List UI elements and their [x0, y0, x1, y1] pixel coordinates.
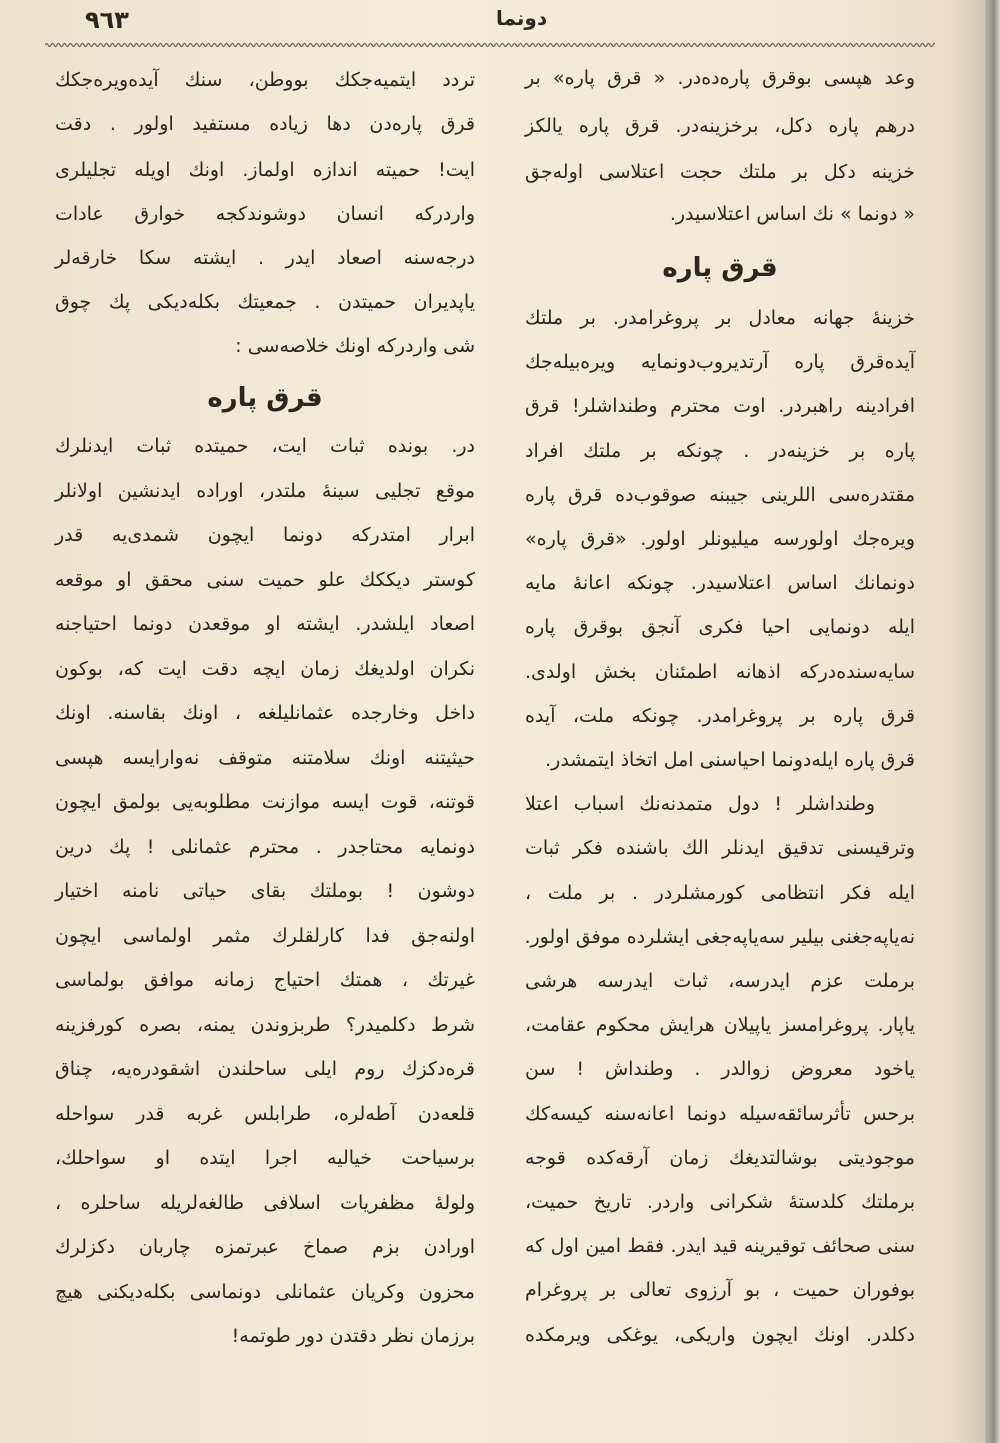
- text-line: حيثيتنه اونك سلامتنه متوقف نه‌وارايسه هپسى: [55, 746, 475, 769]
- text-line: آيده‌قرق پاره آرتديروب‌دونمايه ويره‌بيله‌جك: [525, 351, 915, 374]
- text-line: دوشون ! بوملتك بقاى حياتى نامنه اختيار: [55, 880, 475, 902]
- text-line: مقتدره‌سى اللرينى جيبنه صوقوب‌ده قرق پاره: [525, 483, 915, 506]
- text-line: شى واردركه اونك خلاصه‌سى :: [235, 335, 475, 357]
- wavy-rule-divider: [45, 40, 935, 50]
- text-line: نه‌ياپه‌جغنى بيلير سه‌ياپه‌جغى ايشلرده موفق اولور.: [524, 925, 915, 948]
- text-line: موجوديتى بوشالتديغك زمان آرقه‌كده قوجه: [525, 1146, 915, 1169]
- text-line: اصعاد ايلشدر. ايشته او موقعدن دونما احتياجنه: [55, 613, 475, 635]
- text-line: قره‌دكزك روم ايلى ساحلندن اشقودره‌يه، چناق: [55, 1058, 475, 1080]
- text-line: تردد ايتميه‌جكك بووطن، سنك آيده‌ويره‌جكك: [55, 69, 475, 91]
- text-line: دونمانك اساس اعتلاسيدر. چونكه اعانهٔ مايه: [525, 572, 915, 595]
- page-number: ٩٦٣: [85, 6, 129, 34]
- section-heading: قرق پاره: [207, 383, 323, 413]
- text-line: وعد هپسى بوقرق پاره‌ده‌در. « قرق پاره» بر: [525, 67, 915, 89]
- section-heading: قرق پاره: [662, 253, 778, 283]
- text-line: ايله دونمايى احيا فكرى آنجق بوقرق پاره: [525, 616, 915, 639]
- text-line: غيرتك ، همتك احتياج زمانه موافق بولماسى: [55, 969, 475, 991]
- text-line: قرق پاره بر پروغرامدر. چونكه ملت، آيده: [525, 704, 915, 727]
- text-line: درجه‌سنه اصعاد ايدر . ايشته سكا خارقه‌لر: [55, 247, 475, 269]
- text-line: قلعه‌دن آطه‌لره، طرابلس غربه قدر سواحله: [55, 1102, 475, 1125]
- text-line: برزمان نظر دقتدن دور طوتمه!: [231, 1325, 475, 1347]
- text-line: ايت! حميته اندازه اولماز. اونك اويله تجليلرى: [55, 159, 475, 181]
- text-line: ايله فكر انتظامى كورمشلردر . بر ملت ،: [525, 881, 915, 904]
- text-line: قرق پاره‌دن دها زياده مستفيد اولور . دقت: [55, 113, 475, 135]
- text-line: دونمايه محتاجدر . محترم عثمانلى ! پك درين: [55, 835, 475, 858]
- text-line: قرق پاره ايله‌دونما احياسنى امل اتخاذ ايتمشدر.: [545, 749, 915, 771]
- text-line: افرادينه راهبردر. اوت محترم وطنداشلر! قرق: [525, 395, 915, 418]
- text-line: برسياحت خياليه اجرا ايتده او سواحلك،: [55, 1147, 475, 1169]
- text-line: ابرار امتدركه دونما ايچون شمدى‌يه قدر: [55, 524, 475, 546]
- text-line: نكران اولديغك زمان ايچه دقت ايت كه، بوكون: [55, 657, 475, 680]
- text-line: دكلدر. اونك ايچون واريكى، يوغكى ويرمكده: [525, 1323, 915, 1346]
- text-line: اولنه‌جق فدا كارلقلرك مثمر اولماسى ايچون: [55, 924, 475, 947]
- text-line: وترقيسنى تدقيق ايدنلر الك باشنده فكر ثبات: [525, 837, 915, 860]
- text-line: قوتنه، قوت ايسه موازنت مطلوبه‌يى بولمق ايچون: [55, 791, 475, 813]
- text-line: پاره بر خزينه‌در . چونكه بر ملتك افراد: [525, 439, 915, 462]
- text-line: بوفوران حميت ، بو آرزوى تعالى بر پروغرام: [525, 1279, 915, 1302]
- text-line: واردركه انسان دوشوندكجه خوارق عادات: [55, 203, 475, 225]
- text-line: ياپديران حميتدن . جمعيتك بكله‌ديكى پك چوق: [55, 291, 475, 313]
- text-line: برحس تأثرسائقه‌سيله دونما اعانه‌سنه كيسه‌كك: [525, 1102, 915, 1125]
- text-line: وطنداشلر ! دول متمدنه‌نك اسباب اعتلا: [525, 793, 875, 816]
- text-line: ولولهٔ مظفريات اسلافى طالغه‌لريله ساحلره ،: [55, 1191, 475, 1214]
- text-line: درهم پاره دكل، برخزينه‌در. قرق پاره يالكز: [525, 115, 915, 137]
- text-line: محزون وكريان عثمانلى دونماسى بكله‌ديكنى هيچ: [55, 1280, 475, 1303]
- text-line: برملت عزم ايدرسه، ثبات ايدرسه هرشى: [525, 970, 915, 992]
- text-line: كوستر ديككك علو حميت سنى محقق او موقعه: [55, 568, 475, 591]
- text-line: در. بونده ثبات ايت، حميتده ثبات ايدنلرك: [55, 435, 475, 457]
- text-line: سايه‌سنده‌دركه اذهانه اطمئنان بخش اولدى.: [525, 660, 915, 683]
- text-line: خزينه دكل بر ملتك حجت اعتلاسى اوله‌جق: [525, 161, 915, 183]
- text-line: سنى صحائف توقيرينه قيد ايدر. فقط امين اول كه: [525, 1235, 915, 1258]
- text-line: « دونما » نك اساس اعتلاسيدر.: [669, 203, 915, 225]
- text-line: شرط دكلميدر؟ طربزوندن يمنه، بصره كورفزينه: [55, 1013, 475, 1036]
- text-line: ياپار. پروغرامسز ياپيلان هرايش محكوم عقامت،: [525, 1014, 915, 1037]
- text-line: برملتك كلدستهٔ شكرانى واردر. تاريخ حميت،: [525, 1191, 915, 1213]
- text-line: خزينهٔ جهانه معادل بر پروغرامدر. بر ملتك: [525, 307, 915, 329]
- text-line: داخل وخارجده عثمانليلغه ، اونك بقاسنه. اونك: [55, 702, 475, 724]
- text-line: موقع تجليى سينهٔ ملتدر، اوراده ايدنشين اولانلر: [55, 479, 475, 502]
- text-line: اورادن بزم صماخ عبرتمزه چاربان دكزلرك: [55, 1236, 475, 1258]
- text-line: ويره‌جك اولورسه ميليونلر اولور. «قرق پاره»: [525, 528, 915, 550]
- page-edge: [985, 0, 1000, 1443]
- text-line: ياخود معروض زوالدر . وطنداش ! سن: [525, 1058, 915, 1081]
- running-title: دونما: [496, 6, 548, 30]
